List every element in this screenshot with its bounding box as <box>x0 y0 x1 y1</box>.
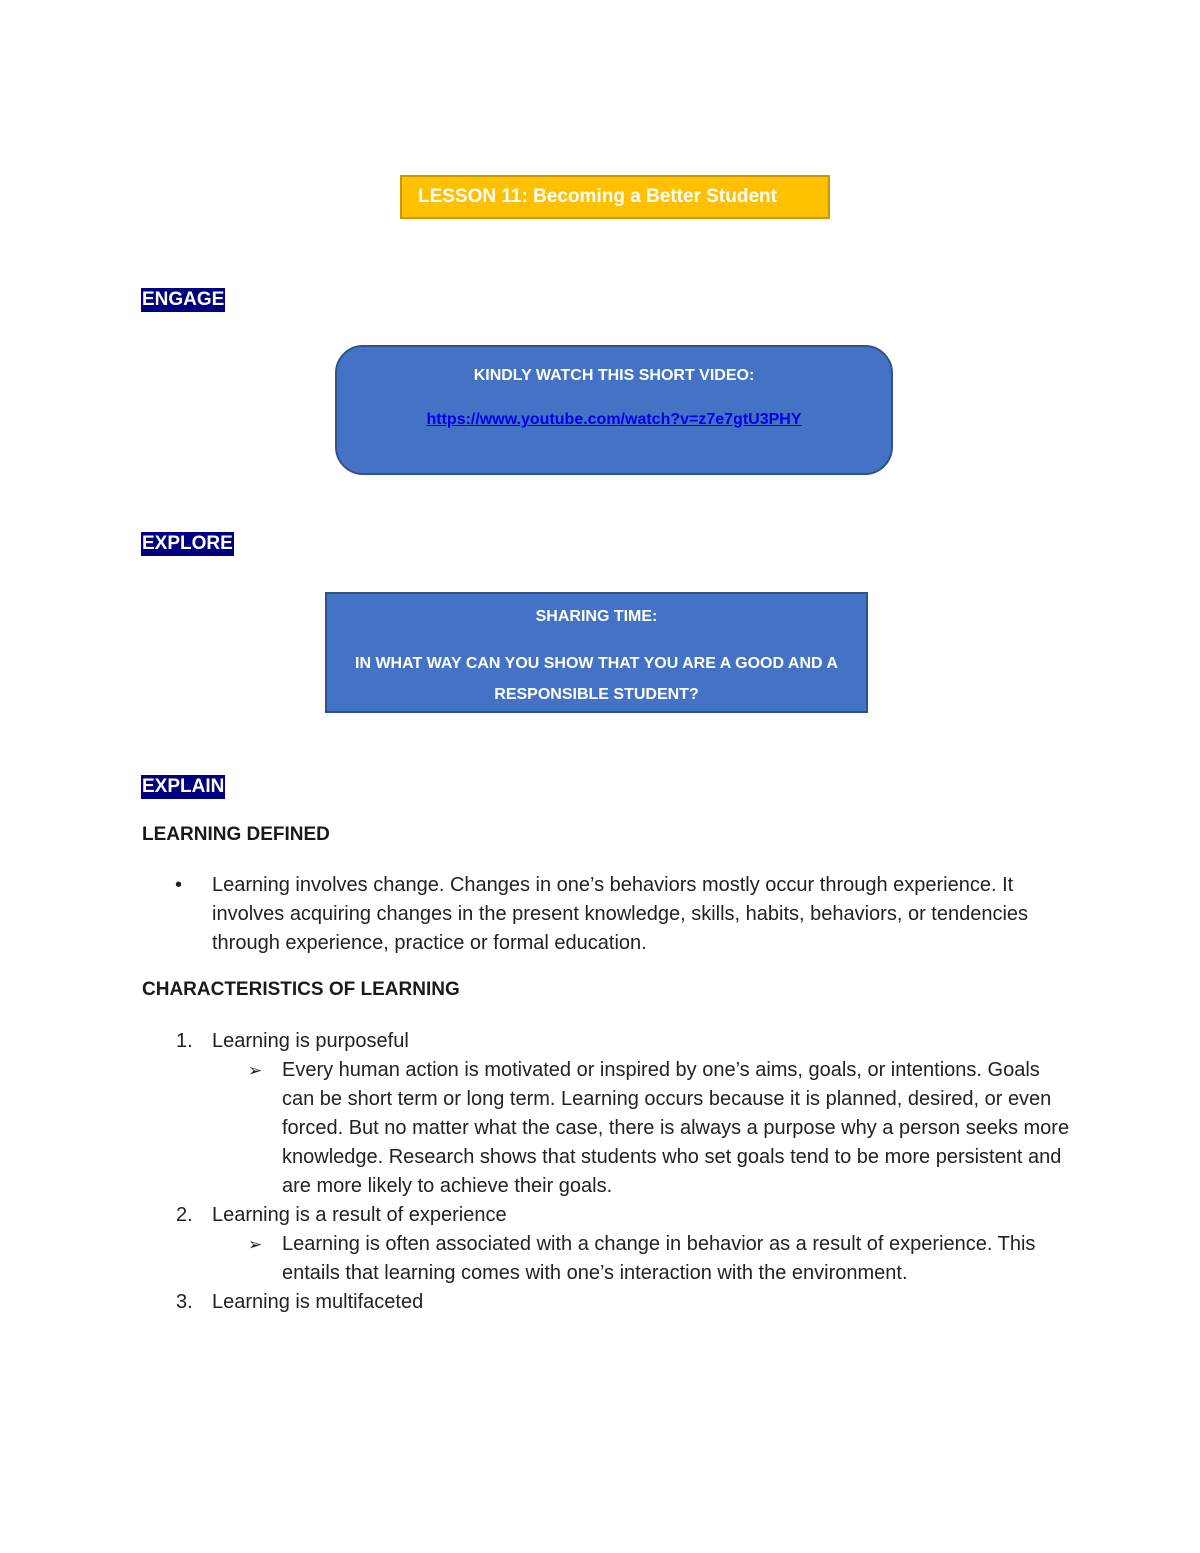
learning-defined-list <box>172 871 1072 958</box>
heading-characteristics: CHARACTERISTICS OF LEARNING <box>142 979 460 1000</box>
section-tag-explore: EXPLORE <box>142 533 233 554</box>
item-number: 1. <box>176 1030 193 1052</box>
arrow-bullet-icon: ➢ <box>248 1061 263 1080</box>
video-callout <box>335 345 893 475</box>
section-tag-engage: ENGAGE <box>142 289 225 310</box>
item-detail: Learning is often associated with a change in behavior as a result of experience. This entails that learning comes with one’s interaction with the environment. <box>282 1233 1036 1284</box>
sub-list-item <box>172 1056 1072 1201</box>
item-title: Learning is a result of experience <box>212 1204 507 1226</box>
sharing-title: SHARING TIME: <box>535 608 658 625</box>
heading-learning-defined: LEARNING DEFINED <box>142 824 330 845</box>
characteristics-list <box>172 1027 1072 1317</box>
sharing-question: IN WHAT WAY CAN YOU SHOW THAT YOU ARE A GOOD AND A RESPONSIBLE STUDENT? <box>355 655 838 703</box>
lesson-title-text: LESSON 11: Becoming a Better Student <box>418 186 777 207</box>
learning-defined-text: Learning involves change. Changes in one’s behaviors mostly occur through experience. It involves acquiring changes in the present knowledge, skills, habits, behaviors, or tendencies through experience, practice or formal education. <box>212 874 1029 954</box>
sub-list-item <box>172 1230 1072 1288</box>
section-tag-explain: EXPLAIN <box>142 776 225 797</box>
list-item <box>172 1288 1072 1317</box>
sharing-callout <box>325 592 868 713</box>
arrow-bullet-icon: ➢ <box>248 1235 263 1254</box>
list-item <box>172 1201 1072 1230</box>
item-title: Learning is purposeful <box>212 1030 409 1052</box>
bullet-icon: • <box>175 874 183 896</box>
item-detail: Every human action is motivated or inspired by one’s aims, goals, or intentions. Goals can be short term or long term. Learning occurs because it is planned, desired, or even forced. But no matter what the case, there is always a purpose why a person seeks more knowledge. Research shows that students who set goals tend to be more persistent and are more likely to achieve their goals. <box>282 1059 1070 1197</box>
item-title: Learning is multifaceted <box>212 1291 424 1313</box>
video-instruction: KINDLY WATCH THIS SHORT VIDEO: <box>473 367 755 384</box>
list-item <box>172 871 1072 958</box>
list-item <box>172 1027 1072 1056</box>
item-number: 2. <box>176 1204 193 1226</box>
lesson-title <box>400 175 830 219</box>
item-number: 3. <box>176 1291 193 1313</box>
video-link[interactable]: https://www.youtube.com/watch?v=z7e7gtU3PHY <box>426 411 802 428</box>
